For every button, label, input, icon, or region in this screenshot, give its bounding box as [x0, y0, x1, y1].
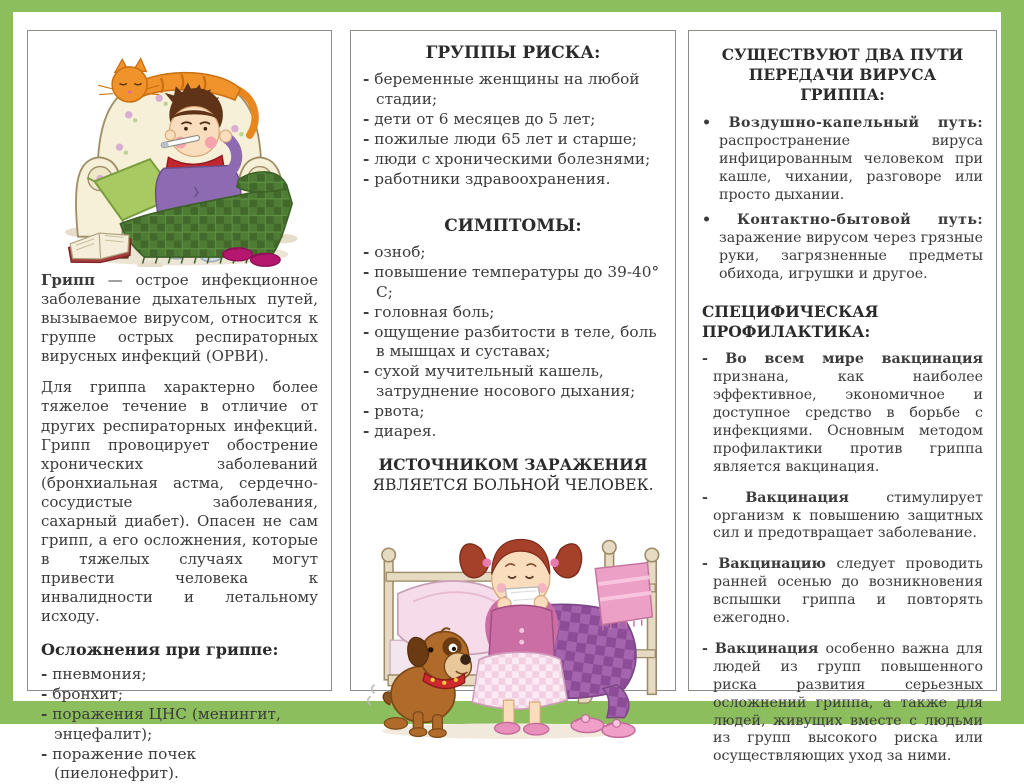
- list-item: - ощущение разбитости в теле, боль в мышцах и суставах;: [363, 322, 657, 361]
- list-item: - рвота;: [363, 402, 425, 421]
- sick-boy-armchair-illustration: [41, 41, 318, 267]
- list-item: - поражение почек (пиелонефрит).: [41, 744, 197, 783]
- list-item: - работники здравоохранения.: [363, 169, 611, 188]
- panel-risk-symptoms: [350, 30, 676, 691]
- symptoms-list: [363, 243, 663, 442]
- list-item: - бронхит;: [41, 684, 124, 703]
- panel-transmission-prevention: [688, 30, 997, 765]
- dog: [368, 628, 472, 737]
- infection-source-statement: ИСТОЧНИКОМ ЗАРАЖЕНИЯ ЯВЛЯЕТСЯ БОЛЬНОЙ ЧЕЛОВЕК.: [372, 454, 654, 494]
- list-item: - поражения ЦНС (менингит, энцефалит);: [41, 704, 281, 743]
- sick-girl-bed-illustration: [363, 495, 663, 742]
- sick-boy-armchair-svg: [41, 41, 318, 267]
- list-item: - пожилые люди 65 лет и старше;: [363, 130, 638, 149]
- complications-title: Осложнения при гриппе:: [41, 640, 279, 660]
- list-item: - повышение температуры до 39-40° C;: [363, 262, 660, 301]
- list-item: • Воздушно-капельный путь: распространение вируса инфицированным человеком при кашле, чихании, разговоре или просто дыхании.: [702, 115, 983, 203]
- symptoms-title: СИМПТОМЫ:: [444, 215, 582, 236]
- prevention-item: - Вакцинацию следует проводить ранней осенью до возникновения вспышки гриппа и повторять ежегодно.: [702, 556, 984, 627]
- flu-course-paragraph: Для гриппа характерно более тяжелое течение в отличие от других респираторных инфекций. Грипп провоцирует обострение хронических заболеваний (бронхиальная астма, сердечно-сосудистые заболевания, сахарный диабет). Опасен не сам грипп, а его осложнения, которые в тяжелых случаях могут привести человека к инвалидности и летальному исходу.: [41, 378, 318, 625]
- flu-term: Грипп: [41, 271, 95, 290]
- list-item: - дети от 6 месяцев до 5 лет;: [363, 110, 596, 129]
- list-item: - головная боль;: [363, 302, 495, 321]
- list-item: • Контактно-бытовой путь: заражение вирусом через грязные руки, загрязненные предметы обихода, игрушки и другое.: [702, 211, 983, 282]
- list-item: - диарея.: [363, 421, 437, 440]
- list-item: - беременные женщины на любой стадии;: [363, 70, 640, 109]
- list-item: - люди с хроническими болезнями;: [363, 149, 651, 168]
- pink-towel: [595, 563, 652, 631]
- risk-groups-list: [363, 70, 663, 189]
- risk-groups-title: ГРУППЫ РИСКА:: [425, 43, 601, 63]
- checkered-skirt: [472, 652, 567, 709]
- transmission-title: СУЩЕСТВУЮТ ДВА ПУТИ ПЕРЕДАЧИ ВИРУСА ГРИППА:: [721, 45, 964, 105]
- list-item: - сухой мучительный кашель, затруднение носового дыхания;: [363, 362, 636, 401]
- prevention-item: - Вакцинация стимулирует организм к повышению защитных сил и предотвращает заболевание.: [702, 489, 983, 542]
- transmission-list: [702, 115, 983, 290]
- list-item: - озноб;: [363, 243, 426, 262]
- prevention-item: - Во всем мире вакцинация признана, как наиболее эффективное, экономичное и доступное средство в борьбе с инфекциями. Основным методом профилактики против гриппа является вакцинация.: [702, 351, 983, 475]
- flu-definition-paragraph: Грипп — острое инфекционное заболевание дыхательных путей, вызываемое вирусом, относится к группе острых респираторных вирусных инфекций (ОРВИ).: [41, 271, 318, 366]
- prevention-paragraphs: [702, 351, 983, 779]
- prevention-item: - Вакцинация особенно важна для людей из групп повышенного риска развития серьезных осложнений гриппа, а также для людей, живущих вместе с людьми из групп высокого риска или осуществляющих уход за ними.: [702, 640, 984, 765]
- list-item: - пневмония;: [41, 665, 147, 684]
- panel-flu-definition: [27, 30, 332, 783]
- prevention-title: СПЕЦИФИЧЕСКАЯ ПРОФИЛАКТИКА:: [702, 302, 879, 341]
- complications-list: [41, 665, 318, 784]
- sick-girl-bed-svg: [363, 495, 663, 742]
- leaflet-sheet: [13, 12, 1001, 783]
